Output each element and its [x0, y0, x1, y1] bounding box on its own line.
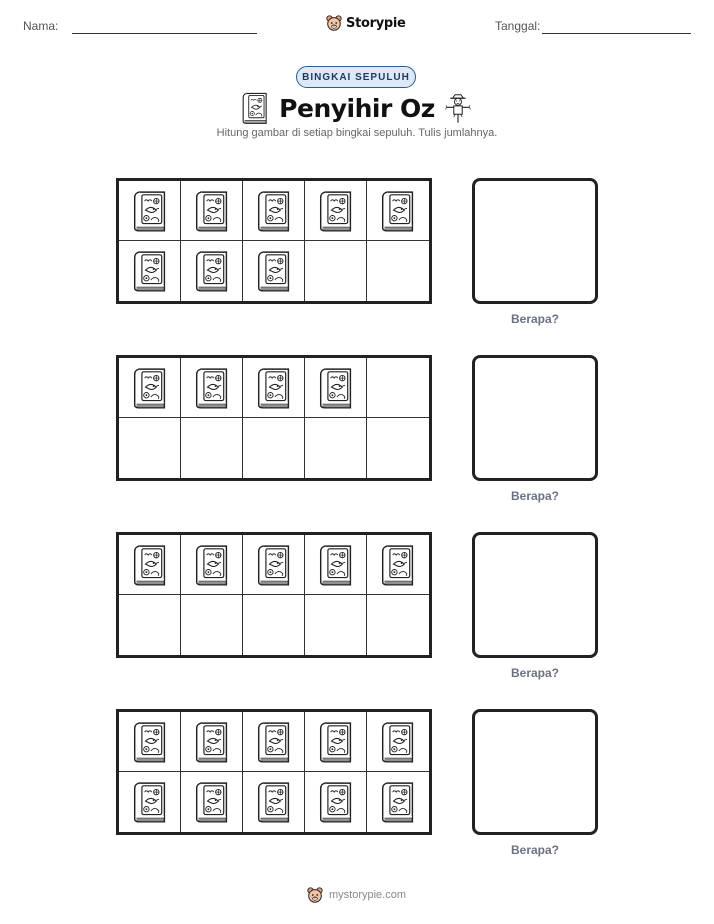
- book-icon: [194, 250, 230, 292]
- page-title: Penyihir Oz: [279, 94, 435, 123]
- book-icon: [380, 544, 416, 586]
- frame-cell: [181, 772, 243, 832]
- frame-cell: [119, 772, 181, 832]
- book-icon: [132, 781, 168, 823]
- frame-cell: [367, 358, 429, 418]
- frame-cell: [243, 535, 305, 595]
- book-icon: [194, 190, 230, 232]
- frame-cell: [305, 772, 367, 832]
- frame-cell: [181, 418, 243, 478]
- frame-cell: [243, 595, 305, 655]
- book-icon: [194, 544, 230, 586]
- frame-cell: [305, 358, 367, 418]
- how-many-label: Berapa?: [510, 489, 560, 503]
- book-icon: [132, 190, 168, 232]
- bear-mascot-icon: [306, 886, 324, 904]
- frame-cell: [305, 181, 367, 241]
- logo-text: Storypie: [346, 15, 406, 31]
- frame-cell: [181, 712, 243, 772]
- frame-cell: [305, 418, 367, 478]
- instructions: Hitung gambar di setiap bingkai sepuluh. Tulis jumlahnya.: [216, 127, 498, 139]
- ten-frame: [116, 709, 432, 835]
- name-field[interactable]: [72, 33, 257, 34]
- frame-cell: [181, 595, 243, 655]
- ten-frame: [116, 532, 432, 658]
- frame-cell: [367, 535, 429, 595]
- bear-mascot-icon: [325, 14, 343, 32]
- frame-cell: [367, 418, 429, 478]
- frame-cell: [119, 241, 181, 301]
- frame-cell: [119, 358, 181, 418]
- book-icon: [241, 92, 269, 124]
- answer-box[interactable]: [472, 178, 598, 304]
- frame-cell: [243, 241, 305, 301]
- frame-cell: [181, 181, 243, 241]
- book-icon: [380, 721, 416, 763]
- frame-cell: [243, 712, 305, 772]
- book-icon: [132, 250, 168, 292]
- book-icon: [132, 367, 168, 409]
- worksheet-badge: BINGKAI SEPULUH: [296, 66, 416, 88]
- book-icon: [132, 721, 168, 763]
- ten-frame: [116, 178, 432, 304]
- date-field[interactable]: [542, 33, 691, 34]
- name-label: Nama:: [23, 19, 59, 33]
- frame-cell: [181, 241, 243, 301]
- frame-cell: [305, 595, 367, 655]
- frame-cell: [367, 181, 429, 241]
- book-icon: [318, 721, 354, 763]
- book-icon: [132, 544, 168, 586]
- answer-box[interactable]: [472, 709, 598, 835]
- book-icon: [318, 544, 354, 586]
- frame-cell: [119, 418, 181, 478]
- book-icon: [256, 250, 292, 292]
- book-icon: [380, 190, 416, 232]
- frame-cell: [367, 712, 429, 772]
- frame-cell: [119, 181, 181, 241]
- frame-cell: [305, 241, 367, 301]
- book-icon: [256, 544, 292, 586]
- frame-cell: [367, 772, 429, 832]
- frame-cell: [181, 358, 243, 418]
- frame-cell: [243, 418, 305, 478]
- book-icon: [256, 190, 292, 232]
- how-many-label: Berapa?: [510, 666, 560, 680]
- frame-cell: [243, 772, 305, 832]
- date-label: Tanggal:: [495, 19, 541, 33]
- storypie-logo: [325, 13, 406, 33]
- book-icon: [318, 367, 354, 409]
- how-many-label: Berapa?: [510, 843, 560, 857]
- frame-cell: [119, 712, 181, 772]
- frame-cell: [305, 712, 367, 772]
- answer-box[interactable]: [472, 355, 598, 481]
- footer: [306, 885, 406, 905]
- book-icon: [194, 781, 230, 823]
- book-icon: [194, 721, 230, 763]
- frame-cell: [119, 535, 181, 595]
- frame-cell: [181, 535, 243, 595]
- ten-frame: [116, 355, 432, 481]
- frame-cell: [243, 181, 305, 241]
- frame-cell: [367, 595, 429, 655]
- frame-cell: [367, 241, 429, 301]
- book-icon: [256, 367, 292, 409]
- answer-box[interactable]: [472, 532, 598, 658]
- book-icon: [380, 781, 416, 823]
- frame-cell: [119, 595, 181, 655]
- book-icon: [256, 781, 292, 823]
- footer-site: mystorypie.com: [329, 889, 407, 901]
- frame-cell: [305, 535, 367, 595]
- how-many-label: Berapa?: [510, 312, 560, 326]
- book-icon: [256, 721, 292, 763]
- frame-cell: [243, 358, 305, 418]
- book-icon: [318, 190, 354, 232]
- scarecrow-icon: [444, 91, 472, 125]
- book-icon: [318, 781, 354, 823]
- book-icon: [194, 367, 230, 409]
